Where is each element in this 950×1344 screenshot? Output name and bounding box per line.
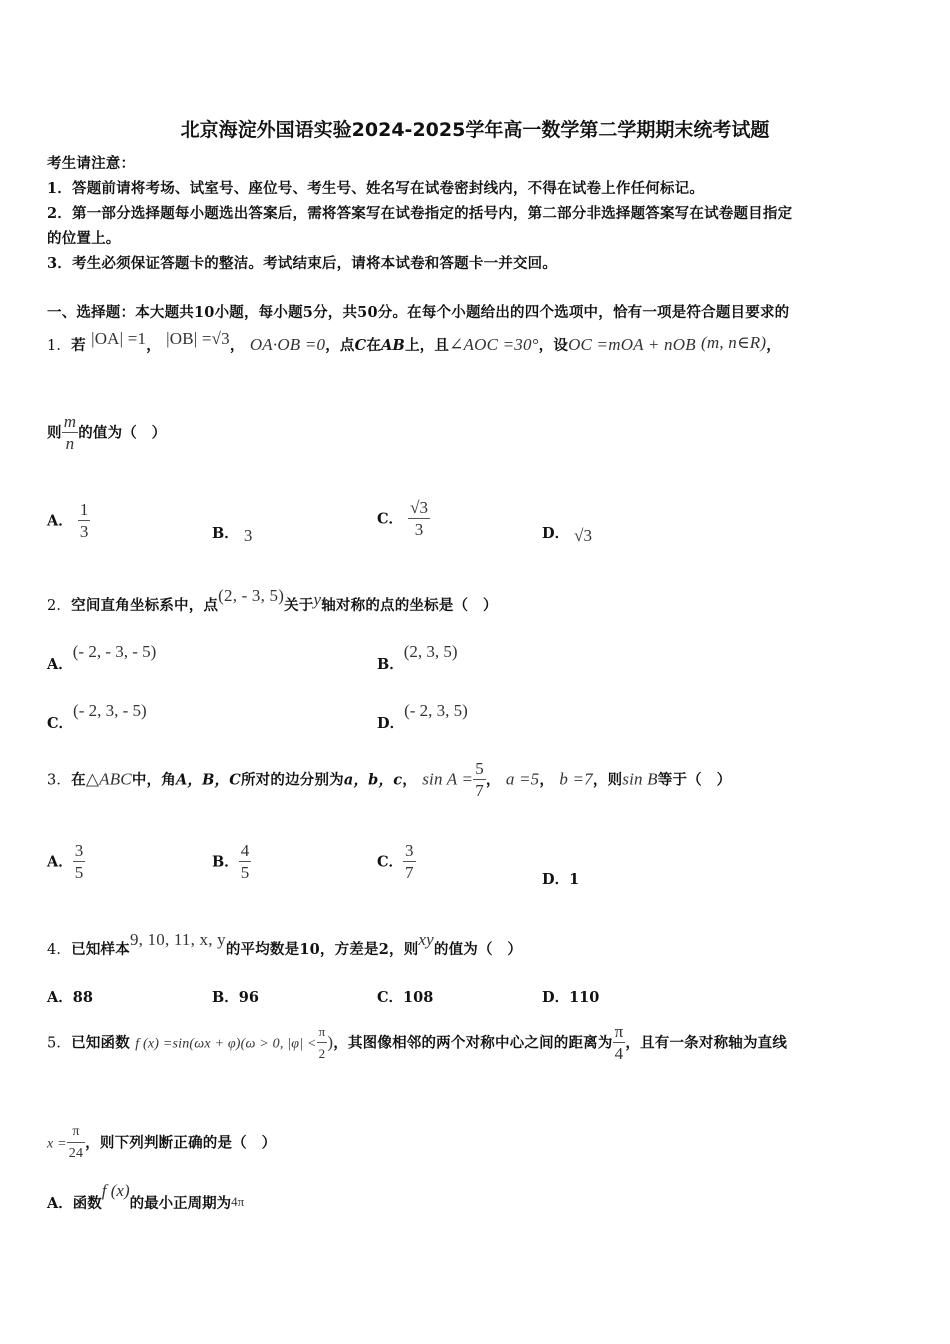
option-value: 4π bbox=[231, 1194, 245, 1209]
option-value: √3 bbox=[574, 526, 592, 545]
math-dot-product: OA·OB =0 bbox=[249, 335, 326, 354]
q1-option-c[interactable] bbox=[377, 498, 430, 541]
text: ， bbox=[402, 771, 417, 789]
denominator: n bbox=[65, 434, 75, 453]
option-label: A． bbox=[47, 1195, 73, 1212]
text: 则 bbox=[47, 424, 62, 442]
question-5-line-2 bbox=[47, 1122, 276, 1165]
option-value: (- 2, - 3, - 5) bbox=[72, 642, 157, 661]
question-3 bbox=[47, 759, 731, 802]
text: 空间直角坐标系中，点 bbox=[71, 597, 219, 614]
math-oc: OC =mOA + nOB bbox=[568, 335, 696, 354]
notice-item-1: 1．答题前请将考场、试室号、座位号、考生号、姓名写在试卷密封线内，不得在试卷上作任何标记。 bbox=[47, 180, 705, 197]
question-number: 1． bbox=[47, 338, 72, 354]
option-label: A． bbox=[47, 656, 73, 673]
q1-option-b[interactable] bbox=[212, 522, 252, 543]
question-number: 3． bbox=[47, 772, 72, 789]
numerator: m bbox=[63, 412, 77, 431]
numerator: π bbox=[67, 1122, 85, 1143]
denominator: 3 bbox=[414, 520, 424, 539]
fraction bbox=[67, 1122, 85, 1165]
page-title: 北京海淀外国语实验2024-2025学年高一数学第二学期期末统考试题 bbox=[180, 119, 770, 141]
q3-option-b[interactable] bbox=[212, 841, 251, 884]
option-label: C． bbox=[377, 989, 404, 1006]
question-2 bbox=[47, 586, 498, 615]
text: ， bbox=[146, 337, 161, 354]
option-value: 1 bbox=[569, 871, 580, 888]
text: 函数 bbox=[72, 1195, 102, 1212]
math-sin-a: sin A = bbox=[422, 769, 474, 789]
text: ， bbox=[229, 337, 245, 354]
option-value: (2, 3, 5) bbox=[403, 642, 458, 661]
notice-item-2-cont: 的位置上。 bbox=[47, 230, 121, 247]
option-label: D． bbox=[542, 525, 570, 542]
text: ， bbox=[766, 337, 781, 354]
option-value: 96 bbox=[238, 989, 259, 1006]
fraction bbox=[473, 759, 486, 802]
fraction bbox=[78, 500, 91, 543]
numerator: 3 bbox=[74, 841, 84, 860]
math-condition: (ω > 0, |φ| < bbox=[240, 1036, 317, 1052]
option-label: B． bbox=[212, 525, 239, 542]
q3-option-a[interactable] bbox=[47, 841, 85, 884]
option-label: B． bbox=[377, 656, 404, 673]
numerator: 1 bbox=[79, 500, 89, 519]
math-oa: |OA| =1 bbox=[91, 329, 147, 348]
math-function: f (x) =sin(ωx + φ) bbox=[135, 1036, 241, 1052]
numerator: π bbox=[614, 1022, 624, 1041]
text: ，点 bbox=[325, 337, 355, 354]
text: 的值为（ ） bbox=[78, 424, 167, 442]
option-label: B． bbox=[212, 989, 239, 1006]
q2-option-c[interactable] bbox=[47, 700, 147, 732]
q4-option-a[interactable] bbox=[47, 986, 93, 1007]
option-value: 108 bbox=[403, 989, 434, 1006]
q1-option-d[interactable] bbox=[542, 522, 592, 543]
math-a: a =5 bbox=[505, 769, 540, 789]
option-label: B． bbox=[212, 853, 239, 871]
option-label: A． bbox=[47, 989, 73, 1006]
text: 关于 bbox=[284, 597, 314, 614]
numerator: π bbox=[317, 1022, 328, 1043]
text: 已知样本 bbox=[71, 941, 130, 958]
point-c: C bbox=[354, 337, 367, 354]
option-label: D． bbox=[377, 715, 405, 732]
fraction bbox=[403, 841, 416, 884]
text: 的最小正周期为 bbox=[129, 1195, 232, 1212]
math-sin-b: sin B bbox=[622, 769, 658, 789]
math-b: b =7 bbox=[559, 769, 593, 789]
option-value: 3 bbox=[243, 526, 253, 545]
math-mn-real: (m, n∈R) bbox=[701, 333, 767, 352]
numerator: 5 bbox=[475, 759, 484, 778]
q4-option-b[interactable] bbox=[212, 986, 259, 1007]
option-label: C． bbox=[47, 715, 74, 732]
math-xy: xy bbox=[418, 930, 434, 949]
question-5-line-1 bbox=[47, 1022, 787, 1065]
math-sample: 9, 10, 11, x, y bbox=[129, 930, 226, 949]
sides: a，b，c bbox=[343, 771, 403, 789]
q2-option-b[interactable] bbox=[377, 641, 458, 673]
denominator: 5 bbox=[74, 863, 84, 882]
option-label: C． bbox=[377, 853, 404, 871]
denominator: 2 bbox=[318, 1046, 326, 1061]
fraction bbox=[408, 498, 430, 541]
denominator: 7 bbox=[475, 781, 484, 800]
text: 轴对称的点的坐标是（ ） bbox=[321, 597, 498, 614]
numerator: √3 bbox=[410, 498, 428, 517]
numerator: 4 bbox=[240, 841, 250, 860]
text: 所对的边分别为 bbox=[240, 771, 344, 789]
angles: A，B，C bbox=[175, 771, 241, 789]
option-label: A． bbox=[47, 512, 73, 530]
text: 在 bbox=[366, 337, 382, 354]
math-ob: |OB| =√3 bbox=[166, 329, 230, 348]
option-label: D． bbox=[542, 989, 570, 1006]
text: ，且有一条对称轴为直线 bbox=[625, 1034, 788, 1052]
denominator: 4 bbox=[614, 1044, 624, 1063]
text: ，其图像相邻的两个对称中心之间的距离为 bbox=[333, 1034, 613, 1052]
notice-item-3: 3．考生必须保证答题卡的整洁。考试结束后，请将本试卷和答题卡一并交回。 bbox=[47, 255, 558, 272]
q4-option-d[interactable] bbox=[542, 986, 599, 1007]
q3-option-d[interactable] bbox=[542, 868, 579, 889]
text: ， bbox=[485, 771, 501, 789]
math-point: (2, - 3, 5) bbox=[218, 586, 285, 605]
fraction bbox=[239, 841, 252, 884]
question-number: 5． bbox=[47, 1035, 72, 1052]
denominator: 5 bbox=[240, 863, 250, 882]
text: 等于（ ） bbox=[657, 771, 732, 789]
math-triangle: △ABC bbox=[85, 769, 132, 789]
denominator: 24 bbox=[68, 1146, 84, 1161]
question-number: 4． bbox=[47, 942, 72, 958]
option-label: C． bbox=[377, 510, 404, 528]
text: 的值为（ ） bbox=[433, 941, 523, 958]
notice-heading: 考生请注意： bbox=[47, 155, 136, 172]
question-number: 2． bbox=[47, 598, 72, 614]
option-label: A． bbox=[47, 853, 73, 871]
fraction bbox=[73, 841, 86, 884]
math-paren: ) bbox=[327, 1032, 334, 1052]
question-1-line-1 bbox=[47, 329, 781, 355]
option-value: (- 2, 3, 5) bbox=[404, 701, 468, 720]
q4-option-c[interactable] bbox=[377, 986, 433, 1007]
fraction bbox=[613, 1022, 626, 1065]
text: 上，且 bbox=[404, 337, 450, 354]
segment-ab: AB bbox=[381, 337, 405, 354]
text: ，设 bbox=[538, 337, 569, 354]
denominator: 3 bbox=[79, 522, 89, 541]
numerator: 3 bbox=[405, 841, 414, 860]
q5-option-a[interactable] bbox=[47, 1180, 245, 1212]
math-angle: ∠AOC =30° bbox=[449, 335, 539, 354]
text: ，则 bbox=[592, 771, 623, 789]
math-x: x = bbox=[47, 1136, 67, 1152]
text: 若 bbox=[71, 337, 86, 354]
math-axis: y bbox=[313, 590, 322, 609]
question-4 bbox=[47, 930, 523, 959]
text: ， bbox=[539, 771, 555, 789]
text: 中，角 bbox=[131, 771, 176, 789]
fraction-m-n bbox=[62, 412, 78, 455]
fraction bbox=[317, 1022, 328, 1065]
text: 在 bbox=[71, 771, 86, 789]
option-value: 88 bbox=[72, 989, 93, 1006]
question-1-line-2 bbox=[47, 412, 166, 455]
notice-item-2: 2．第一部分选择题每小题选出答案后，需将答案写在试卷指定的括号内，第二部分非选择题答案写在试卷题目指定 bbox=[47, 205, 793, 222]
option-label: D． bbox=[542, 871, 570, 888]
q3-option-c[interactable] bbox=[377, 841, 416, 884]
option-value: (- 2, 3, - 5) bbox=[73, 701, 147, 720]
denominator: 7 bbox=[405, 863, 414, 882]
text: ，则下列判断正确的是（ ） bbox=[85, 1134, 277, 1152]
q1-option-a[interactable] bbox=[47, 500, 90, 543]
q2-option-d[interactable] bbox=[377, 700, 468, 732]
q2-option-a[interactable] bbox=[47, 641, 157, 673]
text: 已知函数 bbox=[71, 1034, 130, 1052]
option-value: 110 bbox=[569, 989, 600, 1006]
section-heading: 一、选择题：本大题共10小题，每小题5分，共50分。在每个小题给出的四个选项中，恰有一项是符合题目要求的 bbox=[47, 304, 790, 321]
math-function: f (x) bbox=[101, 1181, 130, 1200]
text: 的平均数是10，方差是2，则 bbox=[225, 941, 419, 958]
